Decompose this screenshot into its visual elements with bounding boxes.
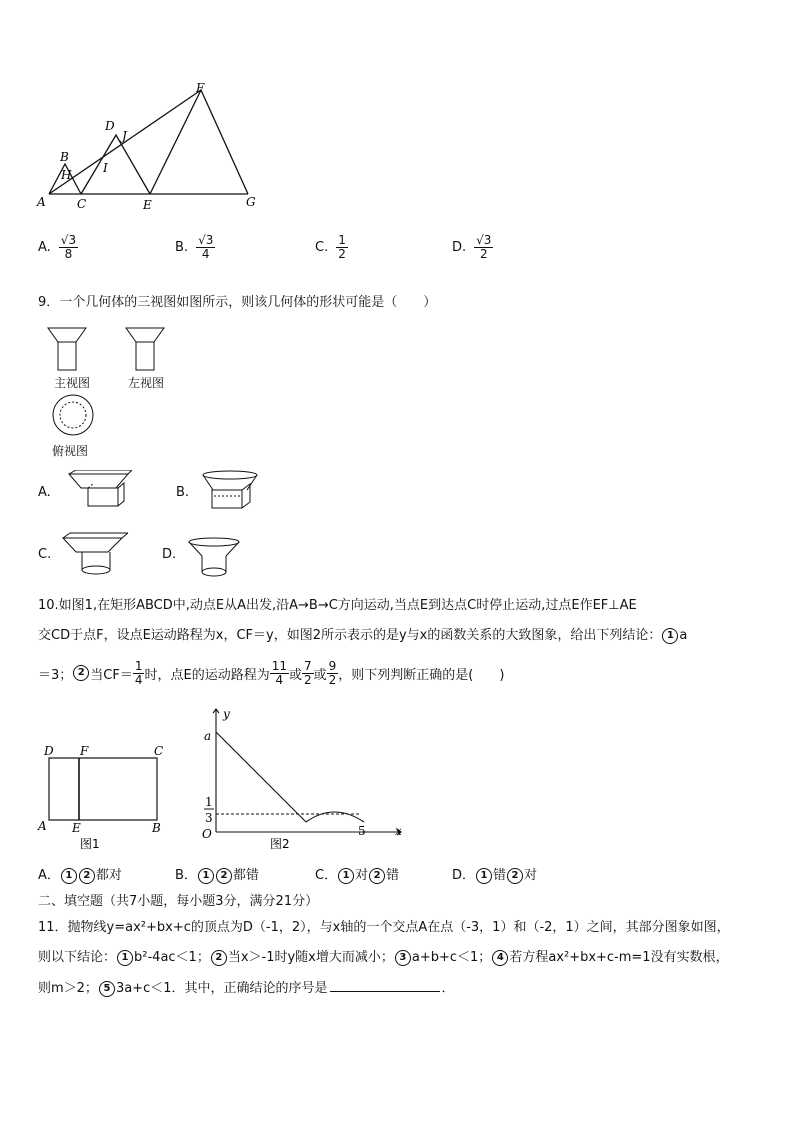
circled-number: 1 bbox=[662, 628, 678, 644]
q8-option-a[interactable] bbox=[38, 234, 78, 260]
q9-option-b-label[interactable]: B. bbox=[176, 485, 190, 500]
label-E: E bbox=[143, 198, 152, 212]
fraction: $\frac{7}{2}$ bbox=[304, 659, 312, 687]
fig2-label-y: y bbox=[223, 707, 230, 721]
q8-triangle-figure bbox=[34, 78, 274, 218]
section-heading: 二、填空题（共7小题，每小题3分，满分21分） bbox=[38, 894, 319, 909]
q9-option-a-label[interactable]: A. bbox=[38, 485, 51, 500]
q9-option-c-solid[interactable] bbox=[60, 530, 132, 580]
q9-option-c-label[interactable]: C. bbox=[38, 547, 52, 562]
q11-line3: 则m＞2； 5 3a+c＜1．其中，正确结论的序号是 ． bbox=[38, 981, 455, 996]
label-J: J bbox=[122, 129, 127, 143]
option-letter: B. bbox=[175, 239, 189, 255]
fig2-label-a: a bbox=[204, 729, 212, 743]
q10-option-b[interactable]: B． 1 2 都错 bbox=[175, 868, 259, 883]
fig1-label-F: F bbox=[80, 744, 89, 758]
option-letter: D. bbox=[452, 239, 467, 255]
q9-option-d-solid[interactable] bbox=[186, 536, 244, 580]
label-C: C bbox=[77, 197, 87, 211]
label-A: A bbox=[37, 195, 46, 209]
front-view-caption: 主视图 bbox=[54, 376, 91, 390]
fraction: $\frac{√3}{4}$ bbox=[198, 233, 214, 261]
fraction: $\frac{√3}{8}$ bbox=[60, 233, 77, 261]
fraction: $\frac{1}{4}$ bbox=[134, 659, 143, 687]
circled-number: 2 bbox=[73, 665, 89, 681]
fig2-caption: 图2 bbox=[270, 837, 290, 851]
q10-line3: ＝3； 2 当CF＝ $\frac{1}{4}$ 时，点E的运动路程为 $\frac{11}{4}$ 或 $\frac{7}{2}$ 或 $\frac{9}{2}$ ，则下列判断正确的是( ) bbox=[38, 659, 505, 687]
label-B: B bbox=[60, 150, 69, 164]
fig1-label-B: B bbox=[152, 821, 161, 835]
answer-blank[interactable] bbox=[330, 991, 440, 992]
label-D: D bbox=[105, 119, 115, 133]
top-view-caption: 俯视图 bbox=[52, 444, 89, 458]
fig2-tick-5: 5 bbox=[358, 824, 366, 838]
fig1-label-A: A bbox=[38, 819, 47, 833]
q9-three-views bbox=[40, 322, 190, 462]
fig1-label-D: D bbox=[44, 744, 54, 758]
fraction: $\frac{9}{2}$ bbox=[328, 659, 337, 687]
q8-option-d[interactable] bbox=[452, 234, 493, 260]
left-view-caption: 左视图 bbox=[128, 376, 165, 390]
q10-option-d[interactable]: D． 1 错 2 对 bbox=[452, 868, 538, 883]
q10-figure2-graph bbox=[196, 704, 416, 854]
q9-option-d-label[interactable]: D. bbox=[162, 547, 177, 562]
fig1-label-E: E bbox=[72, 821, 81, 835]
label-H: H bbox=[61, 168, 72, 182]
q8-option-b[interactable] bbox=[175, 234, 215, 260]
fraction: $\frac{1}{2}$ bbox=[338, 233, 346, 261]
q10-option-a[interactable]: A． 1 2 都对 bbox=[38, 868, 122, 883]
q9-stem: 9．一个几何体的三视图如图所示，则该几何体的形状可能是（ ） bbox=[38, 295, 437, 310]
option-letter: A. bbox=[38, 239, 51, 255]
label-F: F bbox=[196, 81, 205, 95]
fraction: $\frac{11}{4}$ bbox=[271, 659, 287, 687]
fraction: $\frac{√3}{2}$ bbox=[476, 233, 492, 261]
fig1-caption: 图1 bbox=[80, 837, 100, 851]
q11-line1: 11．抛物线y=ax²+bx+c的顶点为D（-1，2），与x轴的一个交点A在点（-3，1）和（-2，1）之间，其部分图象如图， bbox=[38, 920, 730, 935]
label-I: I bbox=[103, 161, 108, 175]
q11-line2: 则以下结论： 1 b²-4ac＜1； 2 当x＞-1时y随x增大而减小； 3 a+b+c＜1； 4 若方程ax²+bx+c-m=1没有实数根， bbox=[38, 950, 729, 965]
fig2-tick-1: 1 bbox=[205, 795, 213, 809]
q9-option-a-solid[interactable] bbox=[66, 470, 136, 510]
q8-option-c[interactable] bbox=[315, 234, 348, 260]
q10-line2: 交CD于点F，设点E运动路程为x，CF＝y，如图2所示表示的是y与x的函数关系的大致图象，给出下列结论： 1 a bbox=[38, 628, 688, 643]
fig2-label-x: x bbox=[395, 824, 402, 838]
fig1-label-C: C bbox=[154, 744, 164, 758]
fig2-label-O: O bbox=[202, 827, 212, 841]
q10-figure1-rectangle bbox=[36, 742, 176, 852]
fig2-tick-3: 3 bbox=[205, 811, 213, 825]
option-letter: C. bbox=[315, 239, 329, 255]
q10-line1: 10.如图1,在矩形ABCD中,动点E从A出发,沿A→B→C方向运动,当点E到达点C时停止运动,过点E作EF⊥AE bbox=[38, 598, 637, 613]
label-G: G bbox=[246, 195, 256, 209]
q10-option-c[interactable]: C． 1 对 2 错 bbox=[315, 868, 400, 883]
q9-option-b-solid[interactable] bbox=[200, 470, 270, 515]
